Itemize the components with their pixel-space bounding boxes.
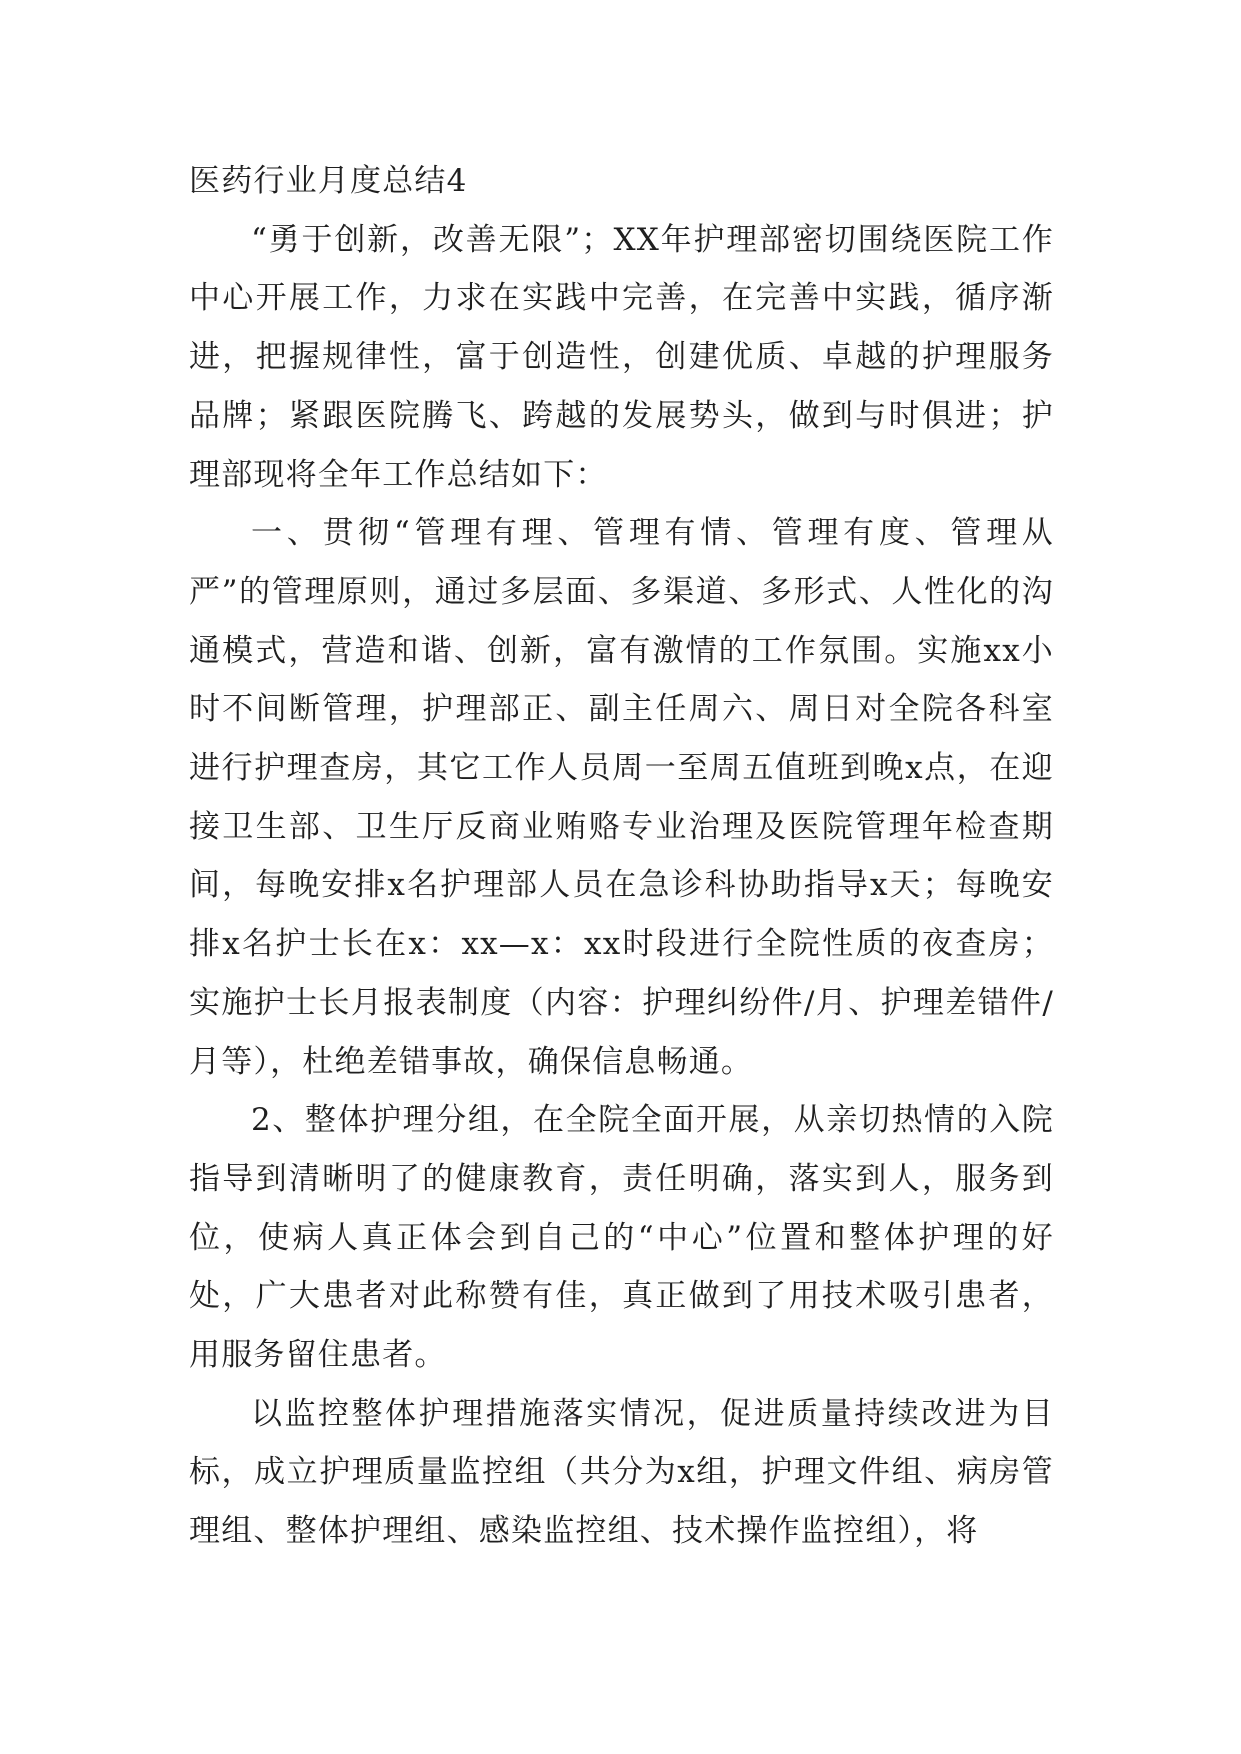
paragraph-quality-monitoring: 以监控整体护理措施落实情况，促进质量持续改进为目标，成立护理质量监控组（共分为x组，护理文件组、病房管理组、整体护理组、感染监控组、技术操作监控组），将 [189, 1395, 1054, 1550]
paragraph-holistic-nursing: 2、整体护理分组，在全院全面开展，从亲切热情的入院指导到清晰明了的健康教育，责任明确，落实到人，服务到位，使病人真正体会到自己的“中心”位置和整体护理的好处，广大患者对此称赞有佳，真正做到了用技术吸引患者，用服务留住患者。 [189, 1102, 1054, 1374]
document-body [189, 152, 1054, 1561]
document-title: 医药行业月度总结4 [189, 163, 468, 199]
paragraph-intro: “勇于创新，改善无限”；XX年护理部密切围绕医院工作中心开展工作，力求在实践中完善，在完善中实践，循序渐进，把握规律性，富于创造性，创建优质、卓越的护理服务品牌；紧跟医院腾飞、跨越的发展势头，做到与时俱进；护理部现将全年工作总结如下： [189, 221, 1054, 493]
paragraph-management-principles: 一、贯彻“管理有理、管理有情、管理有度、管理从严”的管理原则，通过多层面、多渠道、多形式、人性化的沟通模式，营造和谐、创新，富有激情的工作氛围。实施xx小时不间断管理，护理部正、副主任周六、周日对全院各科室进行护理查房，其它工作人员周一至周五值班到晚x点，在迎接卫生部、卫生厅反商业贿赂专业治理及医院管理年检查期间，每晚安排x名护理部人员在急诊科协助指导x天；每晚安排x名护士长在x：xx—x：xx时段进行全院性质的夜查房；实施护士长月报表制度（内容：护理纠纷件/月、护理差错件/月等），杜绝差错事故，确保信息畅通。 [189, 515, 1054, 1080]
